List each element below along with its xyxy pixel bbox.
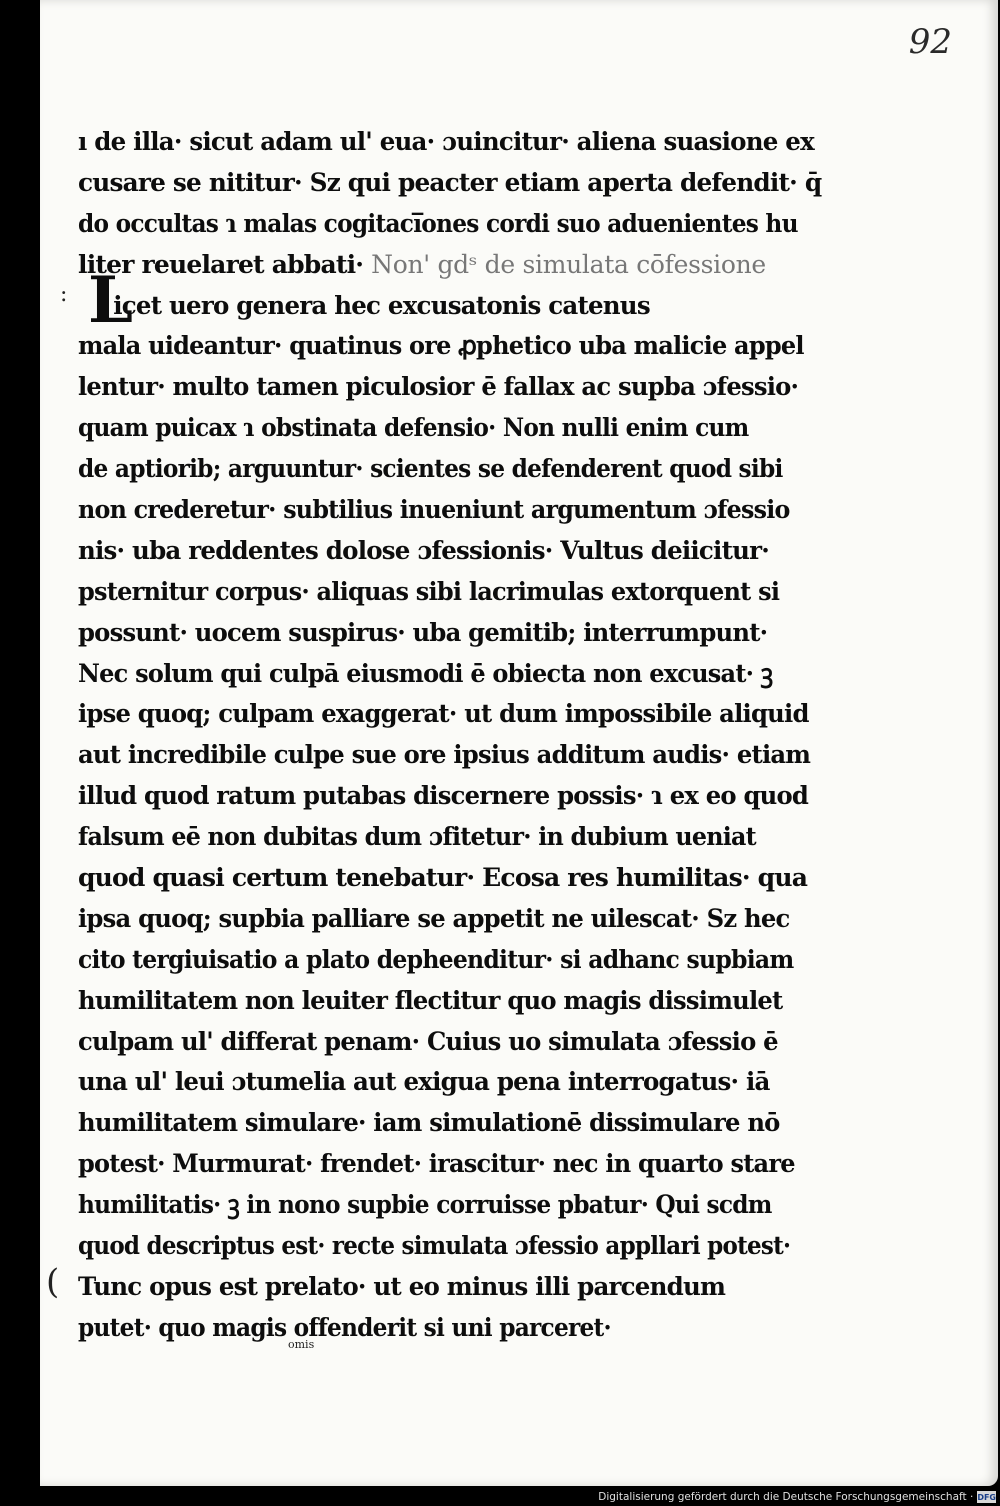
margin-mark: : (60, 282, 68, 307)
text-line: ı de illa· sicut adam ul' eua· ɔuincitur· aliena suasione ex (78, 127, 814, 156)
footer-bar (598, 1488, 1000, 1506)
folio-number: 92 (908, 22, 952, 62)
text-line-segment: Ecosa res humilitas· qua (482, 863, 808, 893)
text-line: lentur· multo tamen piculosior ē fallax ac supba ɔfessio· (78, 372, 799, 402)
text-line: do occultas ɿ malas cogitaci̅ones cordi suo aduenientes hu (78, 208, 798, 238)
text-line: cusare se nititur· Sz qui peacter etiam aperta defendit· q̄ (78, 167, 822, 197)
text-line: ipse quoq; culpam exaggerat· ut dum impossibile aliquid (78, 699, 809, 729)
text-line-segment: liter reuelaret abbati· (78, 249, 364, 279)
manuscript-text (78, 122, 838, 1349)
text-line: culpam ul' differat penam· Cuius uo simulata ɔfessio ē (78, 1026, 778, 1056)
text-line: Tunc opus est prelato· ut eo minus illi parcendum (78, 1271, 726, 1301)
text-line: humilitatem simulare· iam simulationē dissimulare nō (78, 1108, 780, 1138)
text-line: nis· uba reddentes dolose ɔfessionis· Vultus deiicitur· (78, 535, 770, 565)
text-line: cito tergiuisatio a plato depheenditur· si adhanc supbiam (78, 944, 794, 974)
text-line: quam puicax ɿ obstinata defensio· Non nulli enim cum (78, 413, 749, 443)
text-line (78, 858, 838, 899)
text-line: psternitur corpus· aliquas sibi lacrimulas extorquent si (78, 576, 780, 606)
text-line: non crederetur· subtilius inueniunt argumentum ɔfessio (78, 495, 790, 525)
text-line: humilitatis· ꝫ in nono supbie corruisse pbatur· Qui scdm (78, 1190, 772, 1220)
text-line: icet uero genera hec excusatonis catenus (113, 290, 650, 320)
text-line: potest· Murmurat· frendet· irascitur· nec in quarto stare (78, 1149, 795, 1179)
text-line: illud quod ratum putabas discernere possis· ɿ ex eo quod (78, 781, 809, 811)
text-line: quod descriptus est· recte simulata ɔfessio appllari potest· (78, 1231, 791, 1261)
rubric-heading: Non' gdˢ de simulata cōfessione (371, 249, 766, 279)
text-line: de aptiorib; arguuntur· scientes se defenderent quod sibi (78, 454, 783, 484)
text-line: ipsa quoq; supbia palliare se appetit ne uilescat· Sz hec (78, 903, 790, 933)
text-line: mala uideantur· quatinus ore ꝓphetico uba malicie appel (78, 331, 804, 361)
text-line: falsum eē non dubitas dum ɔfitetur· in dubium ueniat (78, 822, 756, 852)
text-line: una ul' leui ɔtumelia aut exigua pena interrogatus· iā (78, 1067, 770, 1097)
text-line (78, 245, 838, 286)
text-line: humilitatem non leuiter flectitur quo magis dissimulet (78, 985, 783, 1015)
text-line: possunt· uocem suspirus· uba gemitib; interrumpunt· (78, 617, 768, 647)
dfg-logo: DFG (977, 1492, 996, 1502)
text-line: aut incredibile culpe sue ore ipsius additum audis· etiam (78, 740, 811, 770)
margin-bracket: ( (46, 1262, 60, 1302)
footer-credit: Digitalisierung gefördert durch die Deutsche Forschungsgemeinschaft · (598, 1491, 974, 1503)
text-line-segment: quod quasi certum tenebatur· (78, 863, 475, 893)
text-line: Nec solum qui culpā eiusmodi ē obiecta non excusat· ꝫ (78, 658, 773, 688)
catchword: omis (288, 1338, 315, 1351)
text-line: putet· quo magis offenderit si uni parceret· (78, 1312, 611, 1342)
decorated-initial: L (88, 263, 133, 338)
